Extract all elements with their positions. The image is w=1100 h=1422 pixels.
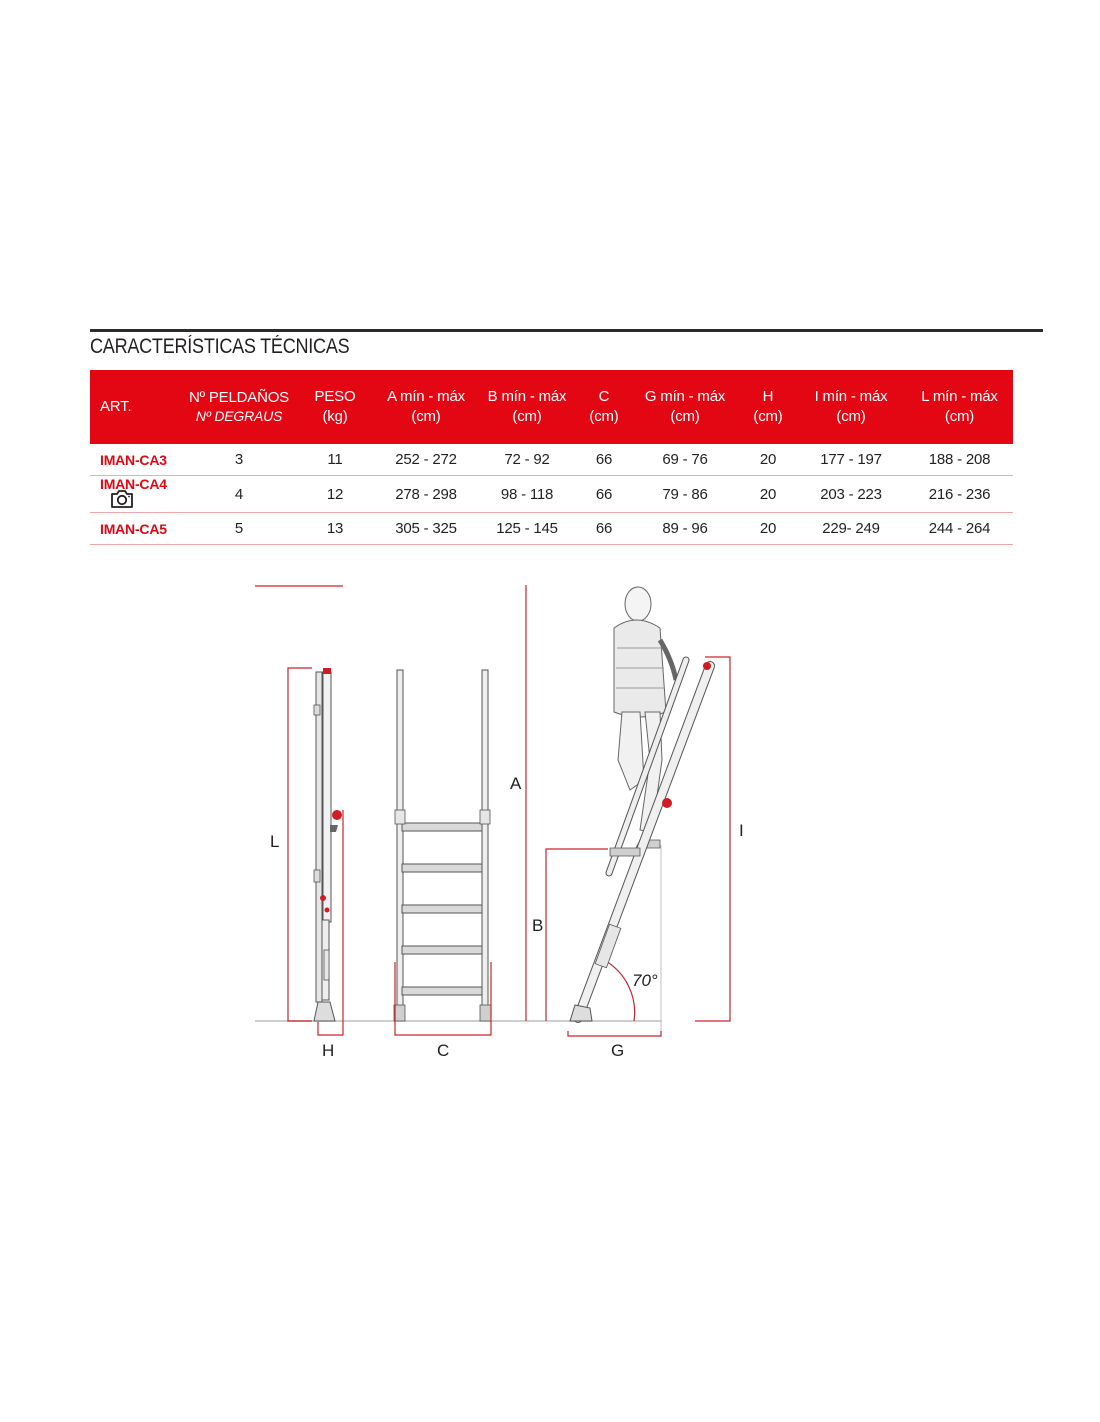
- cell-g: 69 - 76: [630, 444, 740, 476]
- cell-peldanos: 5: [184, 513, 294, 545]
- header-a: A mín - máx (cm): [376, 370, 476, 444]
- dimension-l-bracket: [288, 668, 312, 1021]
- dimension-b-label: B: [532, 916, 544, 935]
- cell-a: 278 - 298: [376, 476, 476, 513]
- side-view-ladder: [270, 668, 343, 1060]
- in-use-ladder: [510, 585, 744, 1060]
- cell-peso: 11: [294, 444, 376, 476]
- cell-b: 72 - 92: [476, 444, 578, 476]
- dimension-c-bracket: [395, 962, 491, 1035]
- header-l: L mín - máx (cm): [906, 370, 1013, 444]
- cell-c: 66: [578, 513, 630, 545]
- cell-peso: 13: [294, 513, 376, 545]
- cell-i: 203 - 223: [796, 476, 906, 513]
- cell-l: 244 - 264: [906, 513, 1013, 545]
- cell-a: 305 - 325: [376, 513, 476, 545]
- header-g: G mín - máx (cm): [630, 370, 740, 444]
- cell-i: 177 - 197: [796, 444, 906, 476]
- angle-label: 70°: [632, 971, 658, 990]
- cell-c: 66: [578, 444, 630, 476]
- cell-h: 20: [740, 476, 796, 513]
- header-c: C (cm): [578, 370, 630, 444]
- cell-l: 216 - 236: [906, 476, 1013, 513]
- dimension-h-label: H: [322, 1041, 335, 1060]
- cell-g: 79 - 86: [630, 476, 740, 513]
- dimension-c-label: C: [437, 1041, 450, 1060]
- angle-arc: [604, 960, 635, 1021]
- cell-art-code: IMAN-CA4: [100, 476, 167, 492]
- cell-peldanos: 3: [184, 444, 294, 476]
- dimension-i-label: I: [739, 821, 744, 840]
- header-peldanos: Nº PELDAÑOS Nº DEGRAUS: [184, 370, 294, 444]
- cell-a: 252 - 272: [376, 444, 476, 476]
- cell-h: 20: [740, 444, 796, 476]
- cell-g: 89 - 96: [630, 513, 740, 545]
- cell-art: IMAN-CA5: [90, 513, 184, 545]
- cell-i: 229- 249: [796, 513, 906, 545]
- dimension-i-bracket: [695, 657, 730, 1021]
- header-art: ART.: [90, 370, 184, 444]
- header-b: B mín - máx (cm): [476, 370, 578, 444]
- dimension-l-label: L: [270, 832, 280, 851]
- cell-peldanos: 4: [184, 476, 294, 513]
- dimension-g-bracket: [568, 1031, 661, 1036]
- header-i: I mín - máx (cm): [796, 370, 906, 444]
- cell-peso: 12: [294, 476, 376, 513]
- cell-b: 98 - 118: [476, 476, 578, 513]
- section-title: CARACTERÍSTICAS TÉCNICAS: [90, 335, 350, 358]
- header-h: H (cm): [740, 370, 796, 444]
- dimension-b-bracket: [546, 849, 608, 1021]
- header-peso: PESO (kg): [294, 370, 376, 444]
- cell-c: 66: [578, 476, 630, 513]
- front-view-ladder: [394, 670, 491, 1060]
- cell-l: 188 - 208: [906, 444, 1013, 476]
- cell-art: IMAN-CA3: [90, 444, 184, 476]
- dimension-a-label: A: [510, 774, 522, 793]
- cell-b: 125 - 145: [476, 513, 578, 545]
- cell-h: 20: [740, 513, 796, 545]
- dimension-g-label: G: [611, 1041, 625, 1060]
